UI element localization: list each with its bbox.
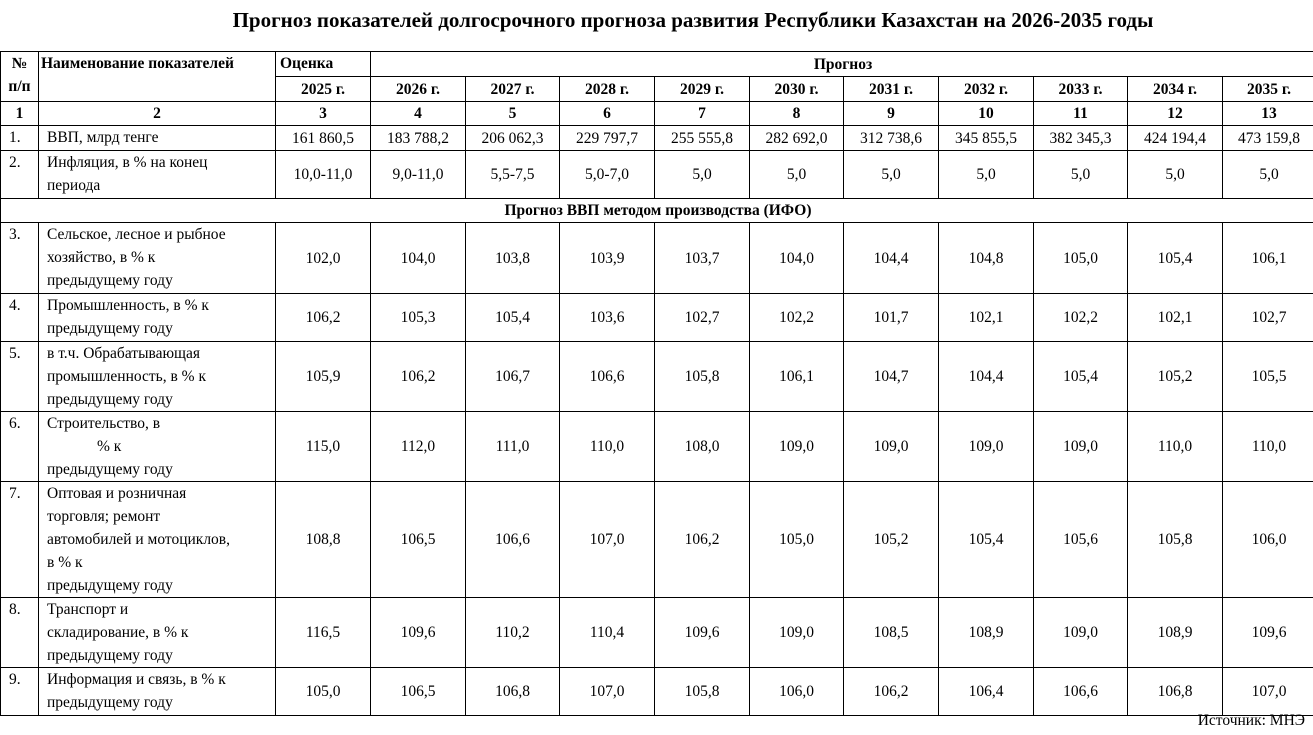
header-year-7: 2031 г. <box>844 77 939 102</box>
row-name <box>39 151 276 199</box>
table-cell: 312 738,6 <box>844 126 939 151</box>
header-year-5: 2029 г. <box>655 77 750 102</box>
table-cell: 102,1 <box>1128 294 1223 342</box>
row-name <box>39 482 276 598</box>
table-cell: 106,0 <box>1223 482 1313 598</box>
table-cell: 106,6 <box>560 342 655 412</box>
table-cell: 9,0-11,0 <box>371 151 466 199</box>
table-cell: 104,8 <box>939 223 1034 294</box>
table-cell: 112,0 <box>371 412 466 482</box>
header-forecast-label: Прогноз <box>371 52 1313 77</box>
table-cell: 109,6 <box>655 598 750 668</box>
table-cell: 116,5 <box>276 598 371 668</box>
header-column-number-5: 5 <box>466 102 560 126</box>
table-cell: 106,7 <box>466 342 560 412</box>
header-column-numbers-row <box>1 102 1313 126</box>
header-column-number-8: 8 <box>750 102 844 126</box>
table-cell: 109,0 <box>750 598 844 668</box>
row-number: 6. <box>1 412 39 482</box>
row-name-line: ВВП, млрд тенге <box>47 129 159 146</box>
row-name-line: предыдущему году <box>47 272 173 289</box>
table-cell: 106,1 <box>1223 223 1313 294</box>
header-column-number-7: 7 <box>655 102 750 126</box>
table-row <box>1 482 1313 598</box>
table-cell: 105,8 <box>655 668 750 716</box>
table-cell: 106,6 <box>466 482 560 598</box>
table-cell: 5,5-7,5 <box>466 151 560 199</box>
table-cell: 109,0 <box>750 412 844 482</box>
header-num-label: № <box>11 55 28 72</box>
table-cell: 105,3 <box>371 294 466 342</box>
table-cell: 109,0 <box>1034 412 1128 482</box>
table-cell: 110,4 <box>560 598 655 668</box>
table-cell: 282 692,0 <box>750 126 844 151</box>
table-cell: 103,8 <box>466 223 560 294</box>
source-note: Источник: МНЭ <box>1197 712 1305 729</box>
table-cell: 229 797,7 <box>560 126 655 151</box>
header-name-label: Наименование показателей <box>39 52 276 102</box>
header-year-8: 2032 г. <box>939 77 1034 102</box>
row-name-line: предыдущему году <box>47 320 173 337</box>
header-estimate-label: Оценка <box>276 52 371 77</box>
table-cell: 110,0 <box>1223 412 1313 482</box>
table-row <box>1 126 1313 151</box>
row-name-line: хозяйство, в % к <box>47 249 156 266</box>
row-name-line: предыдущему году <box>47 391 173 408</box>
table-cell: 106,2 <box>655 482 750 598</box>
forecast-table <box>0 51 1313 716</box>
row-name-line: в т.ч. Обрабатывающая <box>47 345 201 362</box>
table-cell: 106,2 <box>371 342 466 412</box>
row-name-line: предыдущему году <box>47 647 173 664</box>
table-cell: 108,9 <box>939 598 1034 668</box>
header-column-number-4: 4 <box>371 102 466 126</box>
table-cell: 105,9 <box>276 342 371 412</box>
table-cell: 115,0 <box>276 412 371 482</box>
header-column-number-12: 12 <box>1128 102 1223 126</box>
table-cell: 105,5 <box>1223 342 1313 412</box>
row-name-line: % к <box>97 438 122 455</box>
table-cell: 105,4 <box>466 294 560 342</box>
table-cell: 473 159,8 <box>1223 126 1313 151</box>
table-cell: 108,5 <box>844 598 939 668</box>
table-cell: 104,0 <box>371 223 466 294</box>
table-cell: 5,0 <box>1034 151 1128 199</box>
table-cell: 105,4 <box>1034 342 1128 412</box>
table-row <box>1 342 1313 412</box>
row-name-line: Оптовая и розничная <box>47 485 187 502</box>
table-cell: 105,2 <box>1128 342 1223 412</box>
table-cell: 105,0 <box>1034 223 1128 294</box>
table-cell: 106,2 <box>844 668 939 716</box>
table-cell: 5,0 <box>655 151 750 199</box>
header-year-3: 2027 г. <box>466 77 560 102</box>
header-year-10: 2034 г. <box>1128 77 1223 102</box>
table-cell: 5,0-7,0 <box>560 151 655 199</box>
row-name <box>39 598 276 668</box>
header-column-number-9: 9 <box>844 102 939 126</box>
table-cell: 105,0 <box>750 482 844 598</box>
header-column-number-6: 6 <box>560 102 655 126</box>
header-year-9: 2033 г. <box>1034 77 1128 102</box>
table-cell: 183 788,2 <box>371 126 466 151</box>
header-year-4: 2028 г. <box>560 77 655 102</box>
row-number: 5. <box>1 342 39 412</box>
table-cell: 102,2 <box>750 294 844 342</box>
table-cell: 105,4 <box>939 482 1034 598</box>
table-cell: 5,0 <box>939 151 1034 199</box>
header-column-number-11: 11 <box>1034 102 1128 126</box>
row-name-line: Инфляция, в % на конец <box>47 154 208 171</box>
table-cell: 108,8 <box>276 482 371 598</box>
header-year-2: 2026 г. <box>371 77 466 102</box>
table-cell: 5,0 <box>1128 151 1223 199</box>
row-name-line: складирование, в % к <box>47 624 189 641</box>
row-name <box>39 223 276 294</box>
table-cell: 106,6 <box>1034 668 1128 716</box>
table-cell: 101,7 <box>844 294 939 342</box>
table-cell: 107,0 <box>1223 668 1313 716</box>
table-cell: 103,9 <box>560 223 655 294</box>
row-name-line: автомобилей и мотоциклов, <box>47 531 231 548</box>
table-row <box>1 598 1313 668</box>
table-row <box>1 412 1313 482</box>
table-cell: 104,0 <box>750 223 844 294</box>
page-title: Прогноз показателей долгосрочного прогноза развития Республики Казахстан на 2026-2035 годы <box>232 8 1154 32</box>
section-title: Прогноз ВВП методом производства (ИФО) <box>1 199 1313 223</box>
table-cell: 106,8 <box>466 668 560 716</box>
table-cell: 104,4 <box>844 223 939 294</box>
row-name-line: Сельское, лесное и рыбное <box>47 226 226 243</box>
table-cell: 104,7 <box>844 342 939 412</box>
table-cell: 109,6 <box>1223 598 1313 668</box>
row-number: 8. <box>1 598 39 668</box>
table-cell: 110,0 <box>1128 412 1223 482</box>
table-cell: 103,6 <box>560 294 655 342</box>
header-column-number-2: 2 <box>39 102 276 126</box>
table-cell: 109,0 <box>1034 598 1128 668</box>
table-row <box>1 668 1313 716</box>
header-year-6: 2030 г. <box>750 77 844 102</box>
table-cell: 102,7 <box>1223 294 1313 342</box>
row-name-line: торговля; ремонт <box>47 508 161 525</box>
table-cell: 106,5 <box>371 668 466 716</box>
row-name-line: периода <box>47 177 101 194</box>
header-num-label-2: п/п <box>8 78 31 95</box>
table-cell: 105,6 <box>1034 482 1128 598</box>
header-column-number-10: 10 <box>939 102 1034 126</box>
table-row <box>1 223 1313 294</box>
row-name <box>39 126 276 151</box>
row-name-line: Информация и связь, в % к <box>47 671 226 688</box>
table-cell: 107,0 <box>560 668 655 716</box>
section-row <box>1 199 1313 223</box>
table-cell: 5,0 <box>1223 151 1313 199</box>
table-cell: 102,0 <box>276 223 371 294</box>
row-name-line: промышленность, в % к <box>47 368 206 385</box>
table-cell: 106,8 <box>1128 668 1223 716</box>
table-cell: 105,0 <box>276 668 371 716</box>
row-name-line: предыдущему году <box>47 577 173 594</box>
table-cell: 105,2 <box>844 482 939 598</box>
table-cell: 109,6 <box>371 598 466 668</box>
table-cell: 382 345,3 <box>1034 126 1128 151</box>
table-cell: 161 860,5 <box>276 126 371 151</box>
header-year-1: 2025 г. <box>276 77 371 102</box>
table-cell: 105,8 <box>1128 482 1223 598</box>
table-row <box>1 294 1313 342</box>
table-cell: 106,5 <box>371 482 466 598</box>
header-year-11: 2035 г. <box>1223 77 1313 102</box>
table-cell: 110,2 <box>466 598 560 668</box>
table-cell: 106,0 <box>750 668 844 716</box>
table-cell: 108,9 <box>1128 598 1223 668</box>
table-cell: 102,1 <box>939 294 1034 342</box>
row-name-line: предыдущему году <box>47 694 173 711</box>
row-number: 2. <box>1 151 39 199</box>
table-cell: 105,8 <box>655 342 750 412</box>
table-cell: 345 855,5 <box>939 126 1034 151</box>
table-cell: 106,2 <box>276 294 371 342</box>
row-name <box>39 342 276 412</box>
table-cell: 5,0 <box>750 151 844 199</box>
table-cell: 106,4 <box>939 668 1034 716</box>
table-cell: 108,0 <box>655 412 750 482</box>
row-name <box>39 294 276 342</box>
row-name <box>39 412 276 482</box>
header-num-cell <box>1 52 39 102</box>
table-cell: 109,0 <box>939 412 1034 482</box>
table-cell: 110,0 <box>560 412 655 482</box>
row-number: 1. <box>1 126 39 151</box>
row-number: 4. <box>1 294 39 342</box>
table-cell: 103,7 <box>655 223 750 294</box>
row-name-line: Промышленность, в % к <box>47 297 209 314</box>
table-cell: 107,0 <box>560 482 655 598</box>
table-cell: 106,1 <box>750 342 844 412</box>
table-cell: 424 194,4 <box>1128 126 1223 151</box>
row-number: 3. <box>1 223 39 294</box>
header-column-number-3: 3 <box>276 102 371 126</box>
table-cell: 255 555,8 <box>655 126 750 151</box>
table-cell: 111,0 <box>466 412 560 482</box>
row-name <box>39 668 276 716</box>
row-name-line: в % к <box>47 554 83 571</box>
table-cell: 10,0-11,0 <box>276 151 371 199</box>
row-number: 7. <box>1 482 39 598</box>
table-cell: 105,4 <box>1128 223 1223 294</box>
table-cell: 109,0 <box>844 412 939 482</box>
table-row <box>1 151 1313 199</box>
table-cell: 104,4 <box>939 342 1034 412</box>
row-name-line: Транспорт и <box>47 601 129 618</box>
table-cell: 5,0 <box>844 151 939 199</box>
header-column-number-1: 1 <box>1 102 39 126</box>
row-name-line: Строительство, в <box>47 415 161 432</box>
table-cell: 102,2 <box>1034 294 1128 342</box>
row-number: 9. <box>1 668 39 716</box>
table-cell: 102,7 <box>655 294 750 342</box>
table-cell: 206 062,3 <box>466 126 560 151</box>
row-name-line: предыдущему году <box>47 461 173 478</box>
header-column-number-13: 13 <box>1223 102 1313 126</box>
